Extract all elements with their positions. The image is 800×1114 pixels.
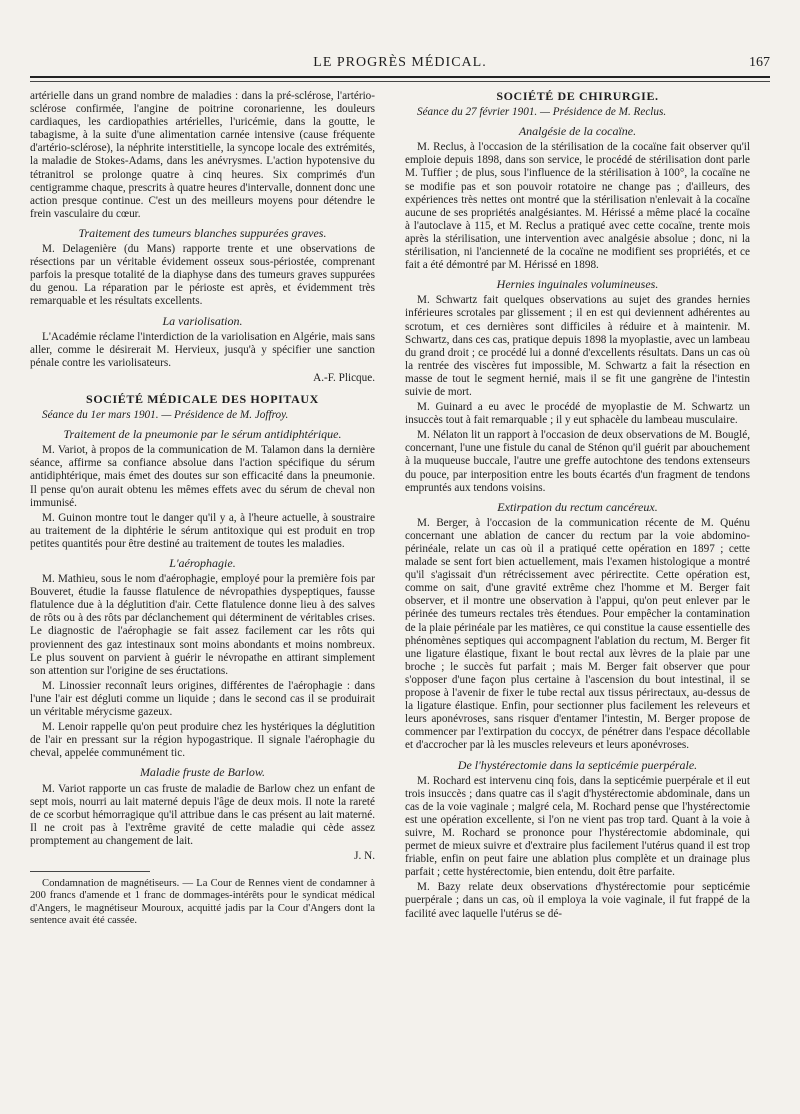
header-rule — [30, 76, 770, 78]
signature-jn: J. N. — [354, 849, 375, 862]
heading-hysterectomie: De l'hystérectomie dans la septicémie puerpérale. — [457, 757, 698, 772]
paragraph-linossier: M. Linossier reconnaît leurs origines, différentes de l'aérophagie : dans l'une l'air est dégluti comme un liquide ; dans le second cas il se produirait un véritable mérycisme gazeux. — [30, 679, 375, 719]
meeting-line-hopitaux: Séance du 1er mars 1901. — Présidence de M. Joffroy. — [42, 409, 289, 422]
left-column — [30, 90, 375, 930]
heading-barlow: Maladie fruste de Barlow. — [139, 765, 266, 780]
heading-cocaine: Analgésie de la cocaïne. — [518, 124, 637, 139]
society-title-chirurgie: SOCIÉTÉ DE CHIRURGIE. — [496, 89, 659, 103]
heading-rectum: Extirpation du rectum cancéreux. — [497, 499, 658, 514]
heading-tumeurs: Traitement des tumeurs blanches suppurées graves. — [78, 225, 327, 240]
heading-pneumonie: Traitement de la pneumonie par le sérum antidiphtérique. — [63, 427, 342, 442]
paragraph-guinon: M. Guinon montre tout le danger qu'il y a, à l'heure actuelle, à soustraire au traitement de la diphtérie le sérum antitoxique qui est produit en trop petites quantités pour être destiné au traitement de toutes les maladies. — [30, 511, 375, 550]
right-column — [405, 90, 750, 923]
paragraph-lenoir: M. Lenoir rappelle qu'on peut produire chez les hystériques la déglutition de l'air en pressant sur la région hypogastrique. Il signale l'aérophagie du cheval, appelée communément tic. — [30, 721, 375, 760]
heading-variolisation: La variolisation. — [162, 313, 243, 328]
heading-aerophagie: L'aérophagie. — [169, 556, 236, 570]
paragraph-tetranitrol: artérielle dans un grand nombre de maladies : dans la pré-sclérose, l'artério-sclérose confirmée, l'angine de poitrine coronarienne, les douleurs cardiaques, les cardiopathies artérielles, l'uricémie, dans la goutte, le tabagisme, à la suite d'une alimentation carnée intensive (cause fréquente d'artério-sclérose), la néphrite interstitielle, la syncope locale des extrémités, la maladie de Stokes-Adams, dans les anévrysmes. L'action hypotensive du tétranitrol se prolonge quatre à cinq heures. Six comprimés d'un centigramme chaque, prescrits à quatre heures d'intervalle, donnent donc une action presque continue. C'est un des meilleurs moyens pour détendre le frein vasculaire du cœur. — [30, 90, 375, 220]
paragraph-variot: M. Variot, à propos de la communication de M. Talamon dans la dernière séance, affirme sa confiance absolue dans l'action spécifique du sérum antidiphtérique, mais émet des doutes sur son efficacité dans la pneumonie. Il pense qu'on aurait obtenu les mêmes effets avec du sérum de cheval non immunisé. — [30, 444, 375, 509]
header-rule-thin — [30, 81, 770, 82]
paragraph-schwartz: M. Schwartz fait quelques observations au sujet des grandes hernies inférieures scrotales par glissement ; il en est qui deviennent adhérentes au scrotum, et ces dernières sont difficiles à réduire et à maintenir. M. Schwartz, dans ces cas, pratique depuis 1898 la myoplastie, avec un lambeau du grand droit ; ce procédé lui a donné d'excellents résultats. Dans un cas où la rentrée des viscères fut impossible, M. Schwartz a fait la résection en masse de tout le segment hernié, mais il se fit une gangrène de l'intestin suivie de mort. — [405, 294, 750, 398]
paragraph-mathieu: M. Mathieu, sous le nom d'aérophagie, employé pour la première fois par Bouveret, étudie la fausse flatulence de névropathies dyspeptiques, fausse flatulence due à la déglutition d'air. Cette flatulence donne lieu à des salves de rôts ou à des rôts par déclanchement qui déterminent de véritables crises. Le diagnostic de l'aérophagie se fait assez facilement car les rôts qui proviennent des gaz intestinaux sont moins abondants et moins nombreux. Le plus souvent on parvient à guérir le névropathe en attirant simplement son attention sur l'origine de ses éructations. — [30, 573, 375, 677]
footnote-rule — [30, 871, 150, 872]
paragraph-rochard: M. Rochard est intervenu cinq fois, dans la septicémie puerpérale et il eut trois insuccès ; dans quatre cas il s'agit d'hystérectomie abdominale, dans un cas de la voie vaginale ; malgré cela, M. Rochard pense que l'hystérectomie est une opération excellente, si l'on ne vient pas trop tard. Quant à la voie à suivre, M. Rochard se prononce pour l'hystérectomie abdominale, qui permet de mieux suivre et d'extraire plus facilement l'utérus quand il est trop friable, enfin on peut faire une ablation plus complète et un drainage plus parfait ; cette hystérectomie, bien entendu, doit être parfaite. — [405, 774, 750, 879]
paragraph-nelaton: M. Nélaton lit un rapport à l'occasion de deux observations de M. Bouglé, concernant, l'une une fistule du canal de Sténon qu'il guérit par abouchement à la muqueuse buccale, l'autre une greffe autochtone des tendons extenseurs du pouce, par interposition entre les bouts écartés d'un fragment de tendons empruntés aux tendons voisins. — [405, 429, 750, 494]
page-header — [30, 55, 770, 75]
heading-hernies: Hernies inguinales volumineuses. — [496, 277, 659, 292]
paragraph-guinard: M. Guinard a eu avec le procédé de myoplastie de M. Schwartz un insuccès tout à fait remarquable ; il y eut sphacèle du lambeau musculaire. — [405, 401, 750, 427]
paragraph-berger: M. Berger, à l'occasion de la communication récente de M. Quénu concernant une ablation de cancer du rectum par la voie abdomino-périnéale, relate un cas où il a pratiqué cette opération en 1897 ; cette malade se sent fort bien actuellement, mais l'examen histologique a montré qu'il s'agissait d'un rétrécissement avec périrectite. Cette opération est, comme on sait, d'une gravité extrême chez l'homme et M. Berger fait observer, et il montre une observation à l'appui, qu'on peut enlever par le périnée des tumeurs rectales très étendues. Pour empêcher la contamination de la plaie périnéale par les matières, ce qui constitue la cause essentielle des phénomènes septiques qui accompagnent l'ablation du rectum, M. Berger fit une ligature élastique, fixant le bout rectal aux lèvres de la plaie par une broche ; le succès fut parfait ; mais M. Berger fait observer que pour s'opposer d'une façon plus certaine à l'ascension du bout intestinal, il se propose à l'avenir de fixer le tube rectal aux tissus périrectaux, au-dessus de la ligature élastique. Enfin, pour sectionner plus facilement les releveurs et leurs aponévroses, sans risquer d'entamer l'intestin, M. Berger propose de commencer par l'extirpation du coccyx, de pénétrer dans l'espace décollable et d'accrocher par là les muscles releveurs et leurs aponévroses. — [405, 516, 750, 752]
paragraph-barlow: M. Variot rapporte un cas fruste de maladie de Barlow chez un enfant de sept mois, nourri au lait materné depuis l'âge de deux mois. Il note la rareté de ce scorbut hémorragique qu'il attribue dans le cas présent au lait materné. Il ne croit pas à l'extrême gravité de cette maladie qui cède assez promptement au changement de lait. — [30, 782, 375, 847]
paragraph-delageniere: M. Delagenière (du Mans) rapporte trente et une observations de résections par un véritable évidement osseux sous-périostée, comprenant parfois la presque totalité de la diaphyse dans des tumeurs graves suppurées du genou. La réparation par le périoste est après, et évidemment très remarquable et les résultats excellents. — [30, 243, 375, 308]
meeting-line-chirurgie: Séance du 27 février 1901. — Présidence de M. Reclus. — [417, 106, 667, 119]
page-number: 167 — [749, 55, 770, 70]
society-title-hopitaux: SOCIÉTÉ MÉDICALE DES HOPITAUX — [86, 391, 319, 406]
journal-title: LE PROGRÈS MÉDICAL. — [313, 55, 487, 70]
paragraph-variolisation: L'Académie réclame l'interdiction de la variolisation en Algérie, mais sans aller, comme le désirerait M. Hervieux, jusqu'à y spécifier une sanction pénale contre les variolisateurs. — [30, 330, 375, 369]
footnote-condamnation: Condamnation de magnétiseurs. — La Cour de Rennes vient de condamner à 200 francs d'amende et 1 franc de dommages-intérêts pour le syndicat médical d'Angers, le magnétiseur Mouroux, acquitté jadis par la Cour d'Angers dont la sentence avait été cassée. — [30, 878, 375, 927]
paragraph-reclus: M. Reclus, à l'occasion de la stérilisation de la cocaïne fait observer qu'il emploie depuis 1898, dans son service, le procédé de stérilisation dont parle M. Tuffier ; de plus, sous l'influence de la stérilisation à 100°, la cocaïne ne se modifie pas et son pouvoir rotatoire ne change pas ; d'ailleurs, des expériences très nettes ont montré que la stérilisation n'enlevait à la cocaïne aucune de ses propriétés analgésiantes. M. Hérissé a même placé la cocaïne à l'autoclave à 115, et M. Reclus a pratiqué avec cette cocaïne, trente mois après la stérilisation, une intervention avec analgésie absolue ; donc, ni la stérilisation, ni l'ancienneté de la cocaïne ne modifient ses propriétés, et ce fait a été démontré par M. Hérissé en 1898. — [405, 141, 750, 272]
signature-plicque: A.-F. Plicque. — [313, 371, 375, 384]
paragraph-bazy: M. Bazy relate deux observations d'hystérectomie pour septicémie puerpérale ; dans un cas, où il employa la voie vaginale, il fut frappé de la facilité avec laquelle l'utérus se dé- — [405, 881, 750, 920]
